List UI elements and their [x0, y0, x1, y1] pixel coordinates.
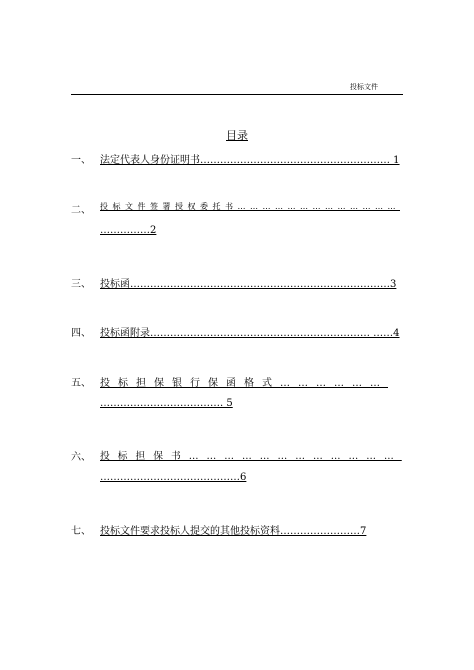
toc-entry-number: 七、 — [71, 526, 91, 537]
toc-entry-number: 六、 — [71, 452, 91, 463]
toc-entry-link[interactable]: 投标函……………………………………………………………………3 — [100, 279, 397, 290]
toc-entry-link[interactable]: 投标函附录………………………………………………………… ……4 — [100, 328, 400, 339]
toc-entry-link-continued[interactable]: ………………………………. 5 — [100, 398, 233, 409]
toc-entry-number: 一、 — [71, 155, 91, 166]
toc-entry-link[interactable]: 投标文件要求投标人提交的其他投标资料……………………7 — [100, 526, 367, 537]
toc-entry-number: 五、 — [71, 378, 91, 389]
toc-title: 目录 — [226, 129, 248, 142]
toc-entry-number: 四、 — [71, 328, 91, 339]
toc-entry-link[interactable]: 投标担保书……………………………… — [100, 451, 402, 462]
toc-entry-link-continued[interactable]: ……………2 — [100, 225, 157, 236]
toc-entry-link-continued[interactable]: ……………………………………6 — [100, 472, 247, 483]
toc-entry-link[interactable]: 投标担保银行保函格式……………… — [100, 378, 388, 389]
header-rule — [71, 94, 403, 95]
toc-entry-number: 二、 — [71, 205, 91, 216]
toc-entry-link[interactable]: 投标文件签署授权委托书………………………………… — [100, 202, 400, 211]
toc-entry-link[interactable]: 法定代表人身份证明书………………………………………………… 1 — [100, 155, 400, 166]
header-text: 投标文件 — [350, 83, 378, 91]
toc-entry-number: 三、 — [71, 279, 91, 290]
